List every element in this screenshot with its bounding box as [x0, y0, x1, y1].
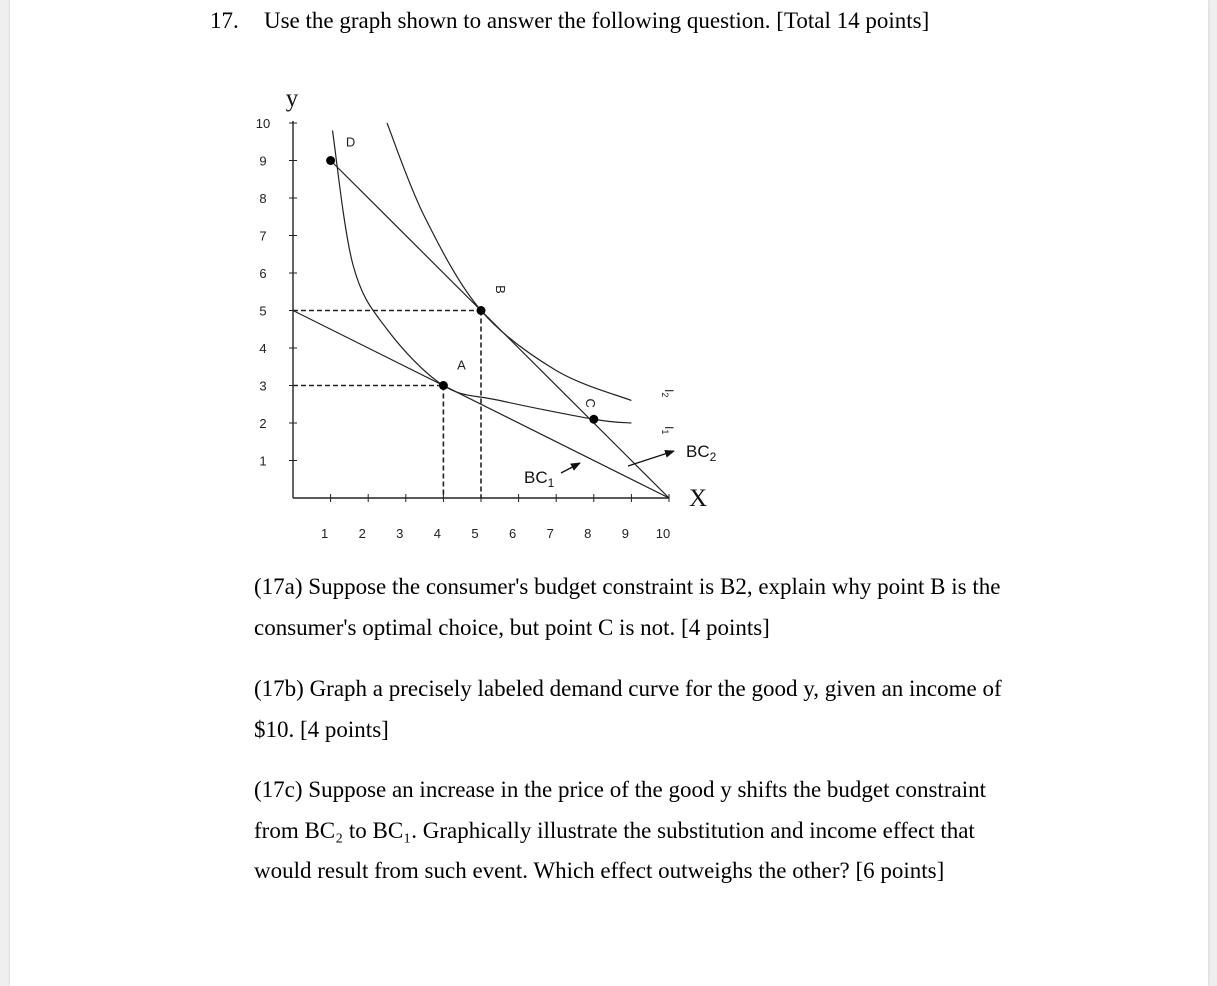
x-tick-label-5: 5 [471, 526, 479, 541]
y-tick-label-10: 10 [255, 116, 271, 131]
point-b-label: B [493, 285, 508, 294]
point-c-label: C [582, 398, 598, 408]
x-tick-label-1: 1 [320, 526, 329, 541]
x-tick-label-10: 10 [655, 526, 671, 541]
x-tick-label-9: 9 [621, 526, 630, 541]
point-a-dot [439, 381, 448, 390]
part-17c [254, 770, 1034, 892]
indifference-curve-i2 [387, 123, 631, 401]
x-tick-label-6: 6 [508, 526, 517, 541]
label-i2: $I_2$ [660, 389, 676, 398]
point-d-dot [326, 156, 335, 165]
y-tick-label-3: 3 [259, 378, 267, 394]
part-17a-text: (17a) Suppose the consumer's budget constraint is B2, explain why point B is the consumer's optimal choice, but point C is not. [4 points] [254, 574, 1001, 640]
part-17c-text: (17c) Suppose an increase in the price of the good y shifts the budget constraint from BC₂ to BC₁. Graphically illustrate the substitution and income effect that would result from such event. Which effect outweighs the other? [6 points] [254, 777, 986, 883]
question-text: Use the graph shown to answer the following question. [Total 14 points] [264, 8, 930, 33]
part-17b-text: (17b) Graph a precisely labeled demand curve for the good y, given an income of $10. [4 points] [254, 676, 1002, 742]
y-tick-label-8: 8 [259, 191, 267, 206]
y-tick-label-6: 6 [259, 266, 267, 281]
x-tick-label-7: 7 [546, 526, 554, 541]
label-i1: $I_1$ [660, 426, 676, 435]
point-c-dot [589, 415, 598, 424]
arrow-bc2 [628, 451, 674, 466]
y-tick-label-2: 2 [259, 416, 267, 431]
question-number: 17. [210, 8, 239, 33]
y-tick-label-4: 4 [259, 341, 267, 356]
y-axis-label: y [285, 85, 299, 112]
indifference-curve-i1 [332, 131, 631, 424]
label-bc1: $BC_1$ [524, 468, 555, 490]
arrow-bc1 [561, 463, 580, 473]
y-tick-label-5: 5 [259, 303, 267, 319]
x-axis-label: X [688, 485, 708, 512]
y-tick-label-9: 9 [259, 153, 267, 169]
page [10, 0, 1208, 986]
indifference-curve-graph [10, 0, 1208, 560]
part-17a [254, 567, 1034, 648]
label-bc2: $BC_2$ [686, 442, 717, 464]
point-b-dot [477, 306, 486, 315]
x-tick-label-8: 8 [584, 526, 592, 541]
point-d-label: D [345, 134, 356, 150]
x-tick-label-3: 3 [396, 526, 404, 541]
y-tick-label-7: 7 [259, 228, 267, 244]
x-tick-label-4: 4 [433, 526, 442, 541]
point-a-label: A [457, 357, 466, 373]
x-tick-label-2: 2 [358, 526, 366, 541]
y-tick-label-1: 1 [259, 453, 267, 469]
part-17b [254, 669, 1034, 750]
